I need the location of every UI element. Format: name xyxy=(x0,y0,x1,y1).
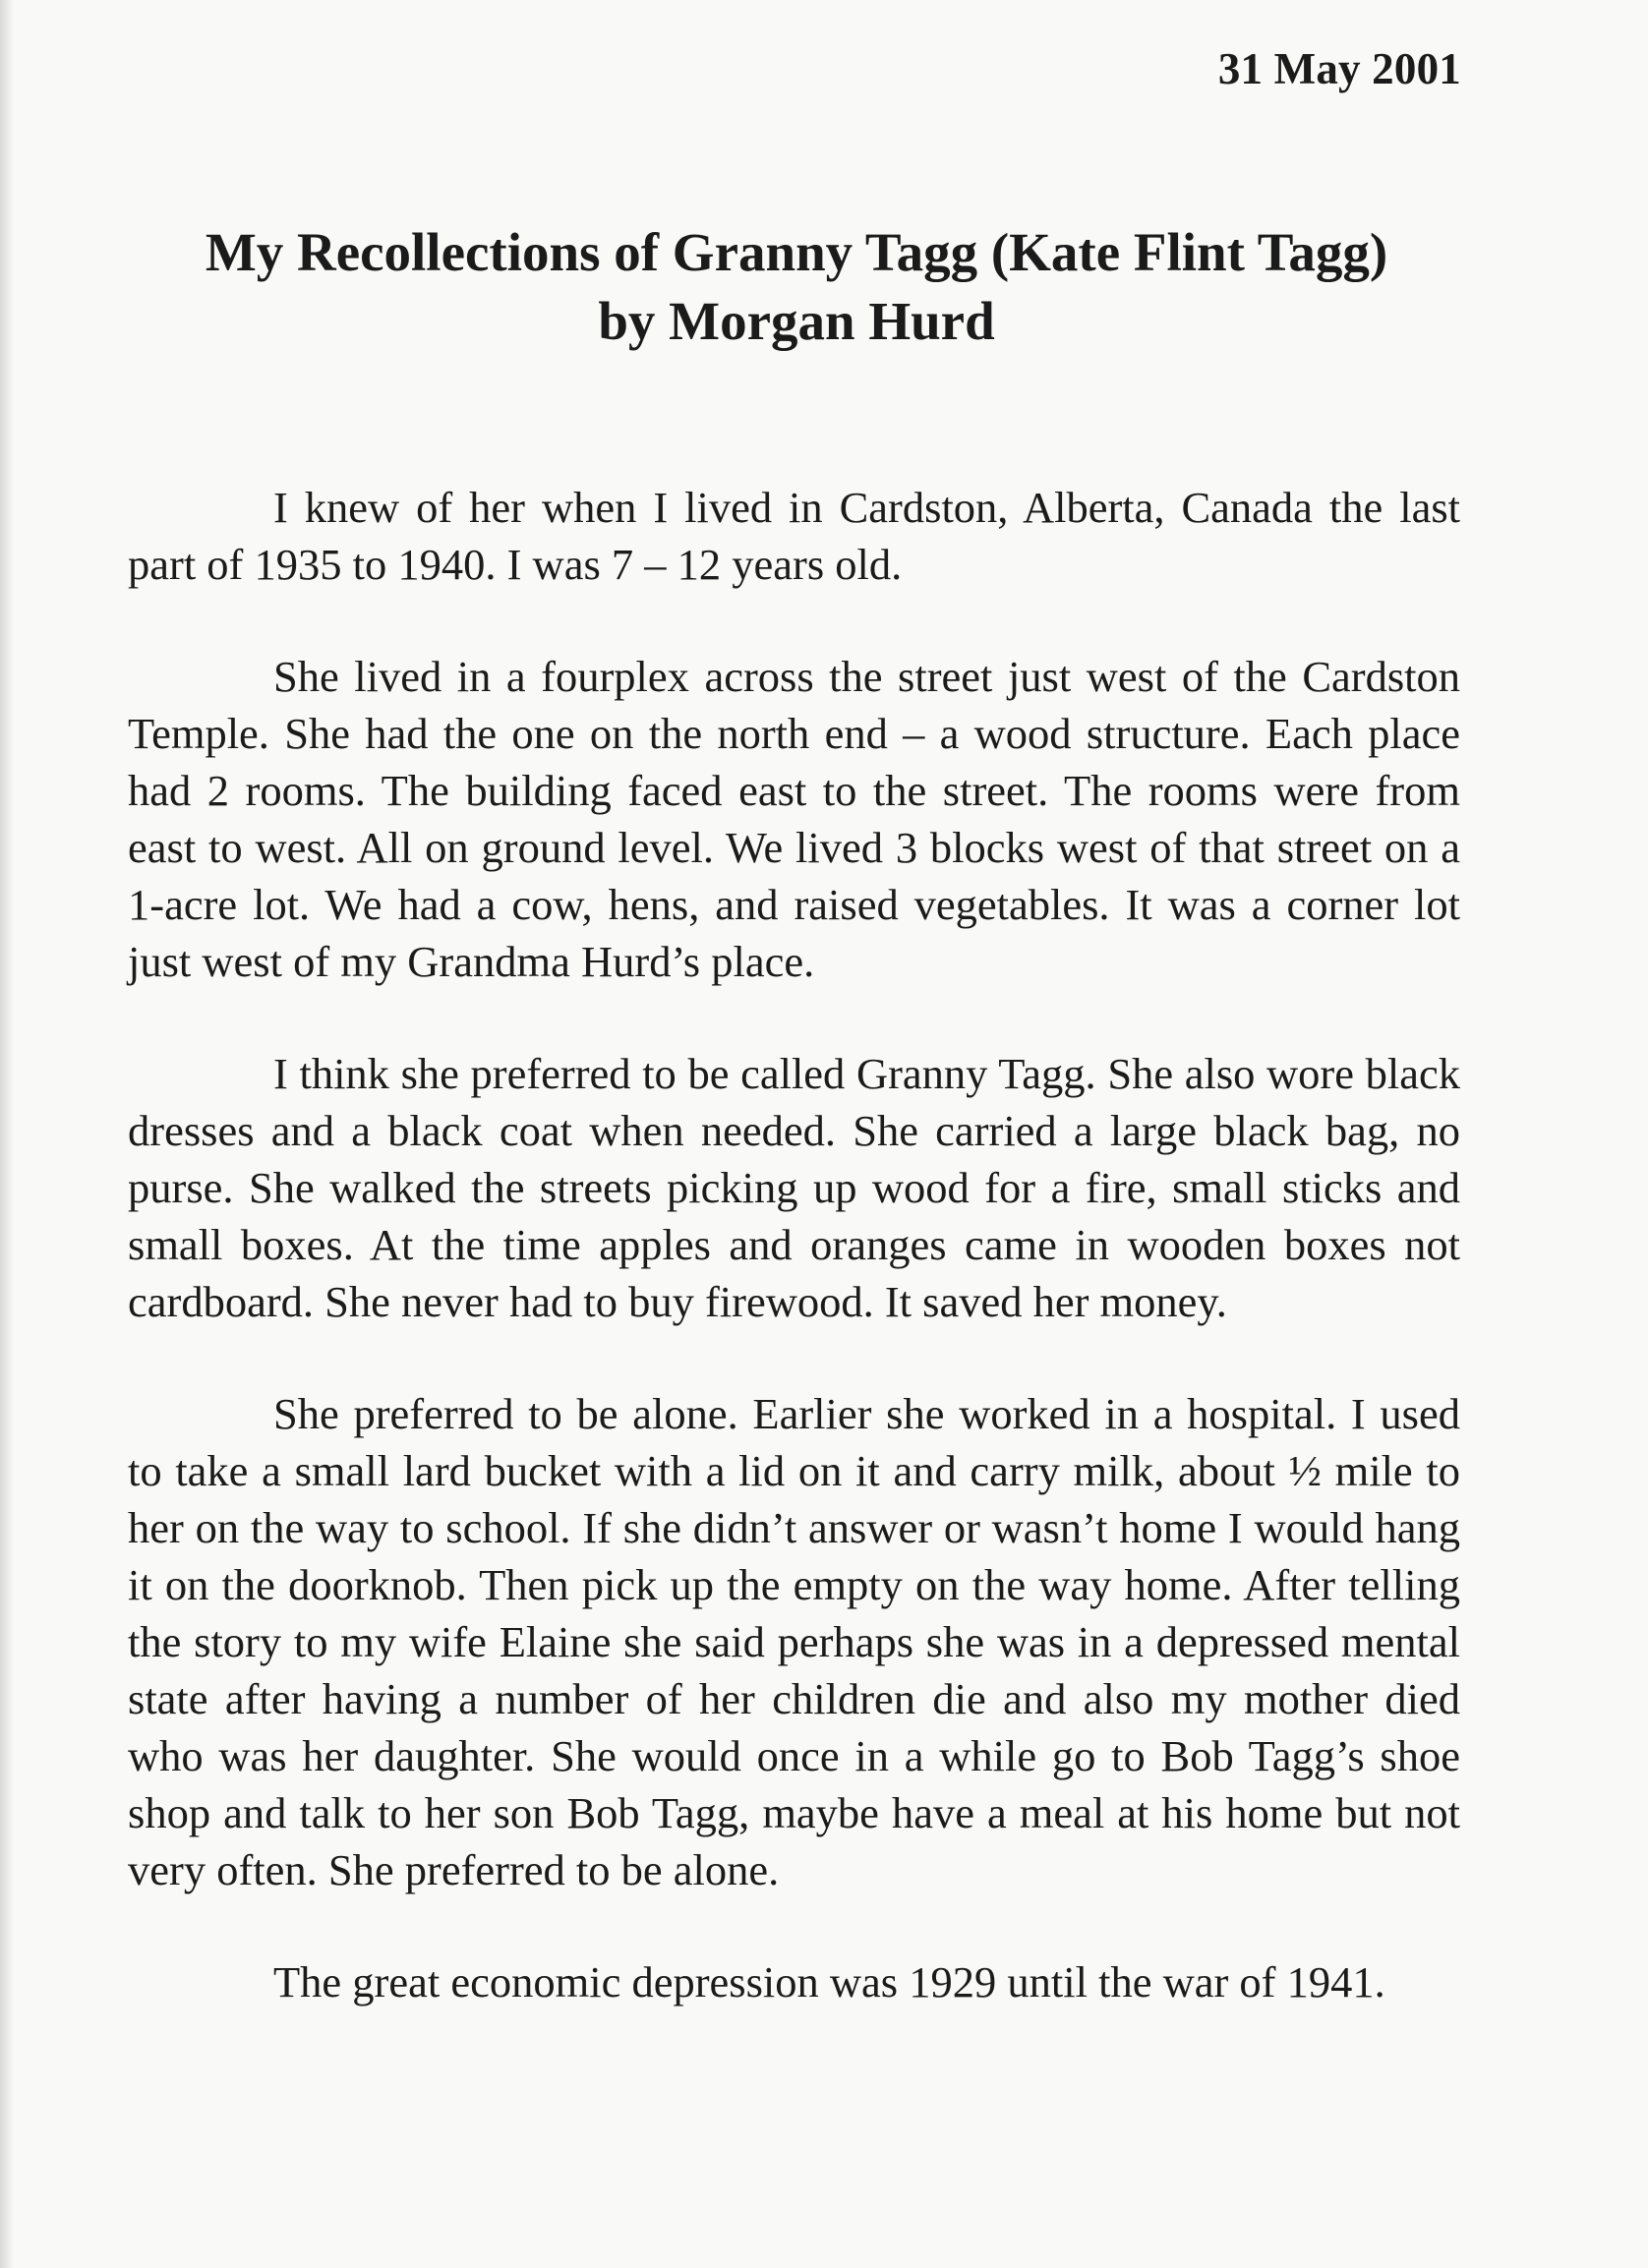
document-date: 31 May 2001 xyxy=(1217,44,1461,93)
paragraph-3: I think she preferred to be called Granny Tagg. She also wore black dresses and a black coat when needed. She carried a large black bag, no purse. She walked the streets picking up wood for a fire, small sticks and small boxes. At the time apples and oranges came in wooden boxes not cardboard. She never had to buy firewood. It saved her money. xyxy=(128,1049,1460,1326)
document-body xyxy=(128,479,1460,2010)
scan-edge-shadow xyxy=(0,0,14,2268)
document-title xyxy=(108,218,1485,356)
paragraph-4: She preferred to be alone. Earlier she worked in a hospital. I used to take a small lard bucket with a lid on it and carry milk, about ½ mile to her on the way to school. If she didn’t answer or wasn’t home I would hang it on the doorknob. Then pick up the empty on the way home. After telling the story to my wife Elaine she said perhaps she was in a depressed mental state after having a number of her children die and also my mother died who was her daughter. She would once in a while go to Bob Tagg’s shoe shop and talk to her son Bob Tagg, maybe have a meal at his home but not very often. She preferred to be alone. xyxy=(128,1389,1460,1894)
paragraph-2: She lived in a fourplex across the street just west of the Cardston Temple. She had the one on the north end – a wood structure. Each place had 2 rooms. The building faced east to the street. The rooms were from east to west. All on ground level. We lived 3 blocks west of that street on a 1-acre lot. We had a cow, hens, and raised vegetables. It was a corner lot just west of my Grandma Hurd’s place. xyxy=(128,652,1460,986)
title-line-2: by Morgan Hurd xyxy=(598,291,995,351)
paragraph-1: I knew of her when I lived in Cardston, Alberta, Canada the last part of 1935 to 1940. I was 7 – 12 years old. xyxy=(128,483,1460,589)
paragraph-5: The great economic depression was 1929 until the war of 1941. xyxy=(273,1957,1385,2006)
title-line-1: My Recollections of Granny Tagg (Kate Flint Tagg) xyxy=(205,222,1388,282)
